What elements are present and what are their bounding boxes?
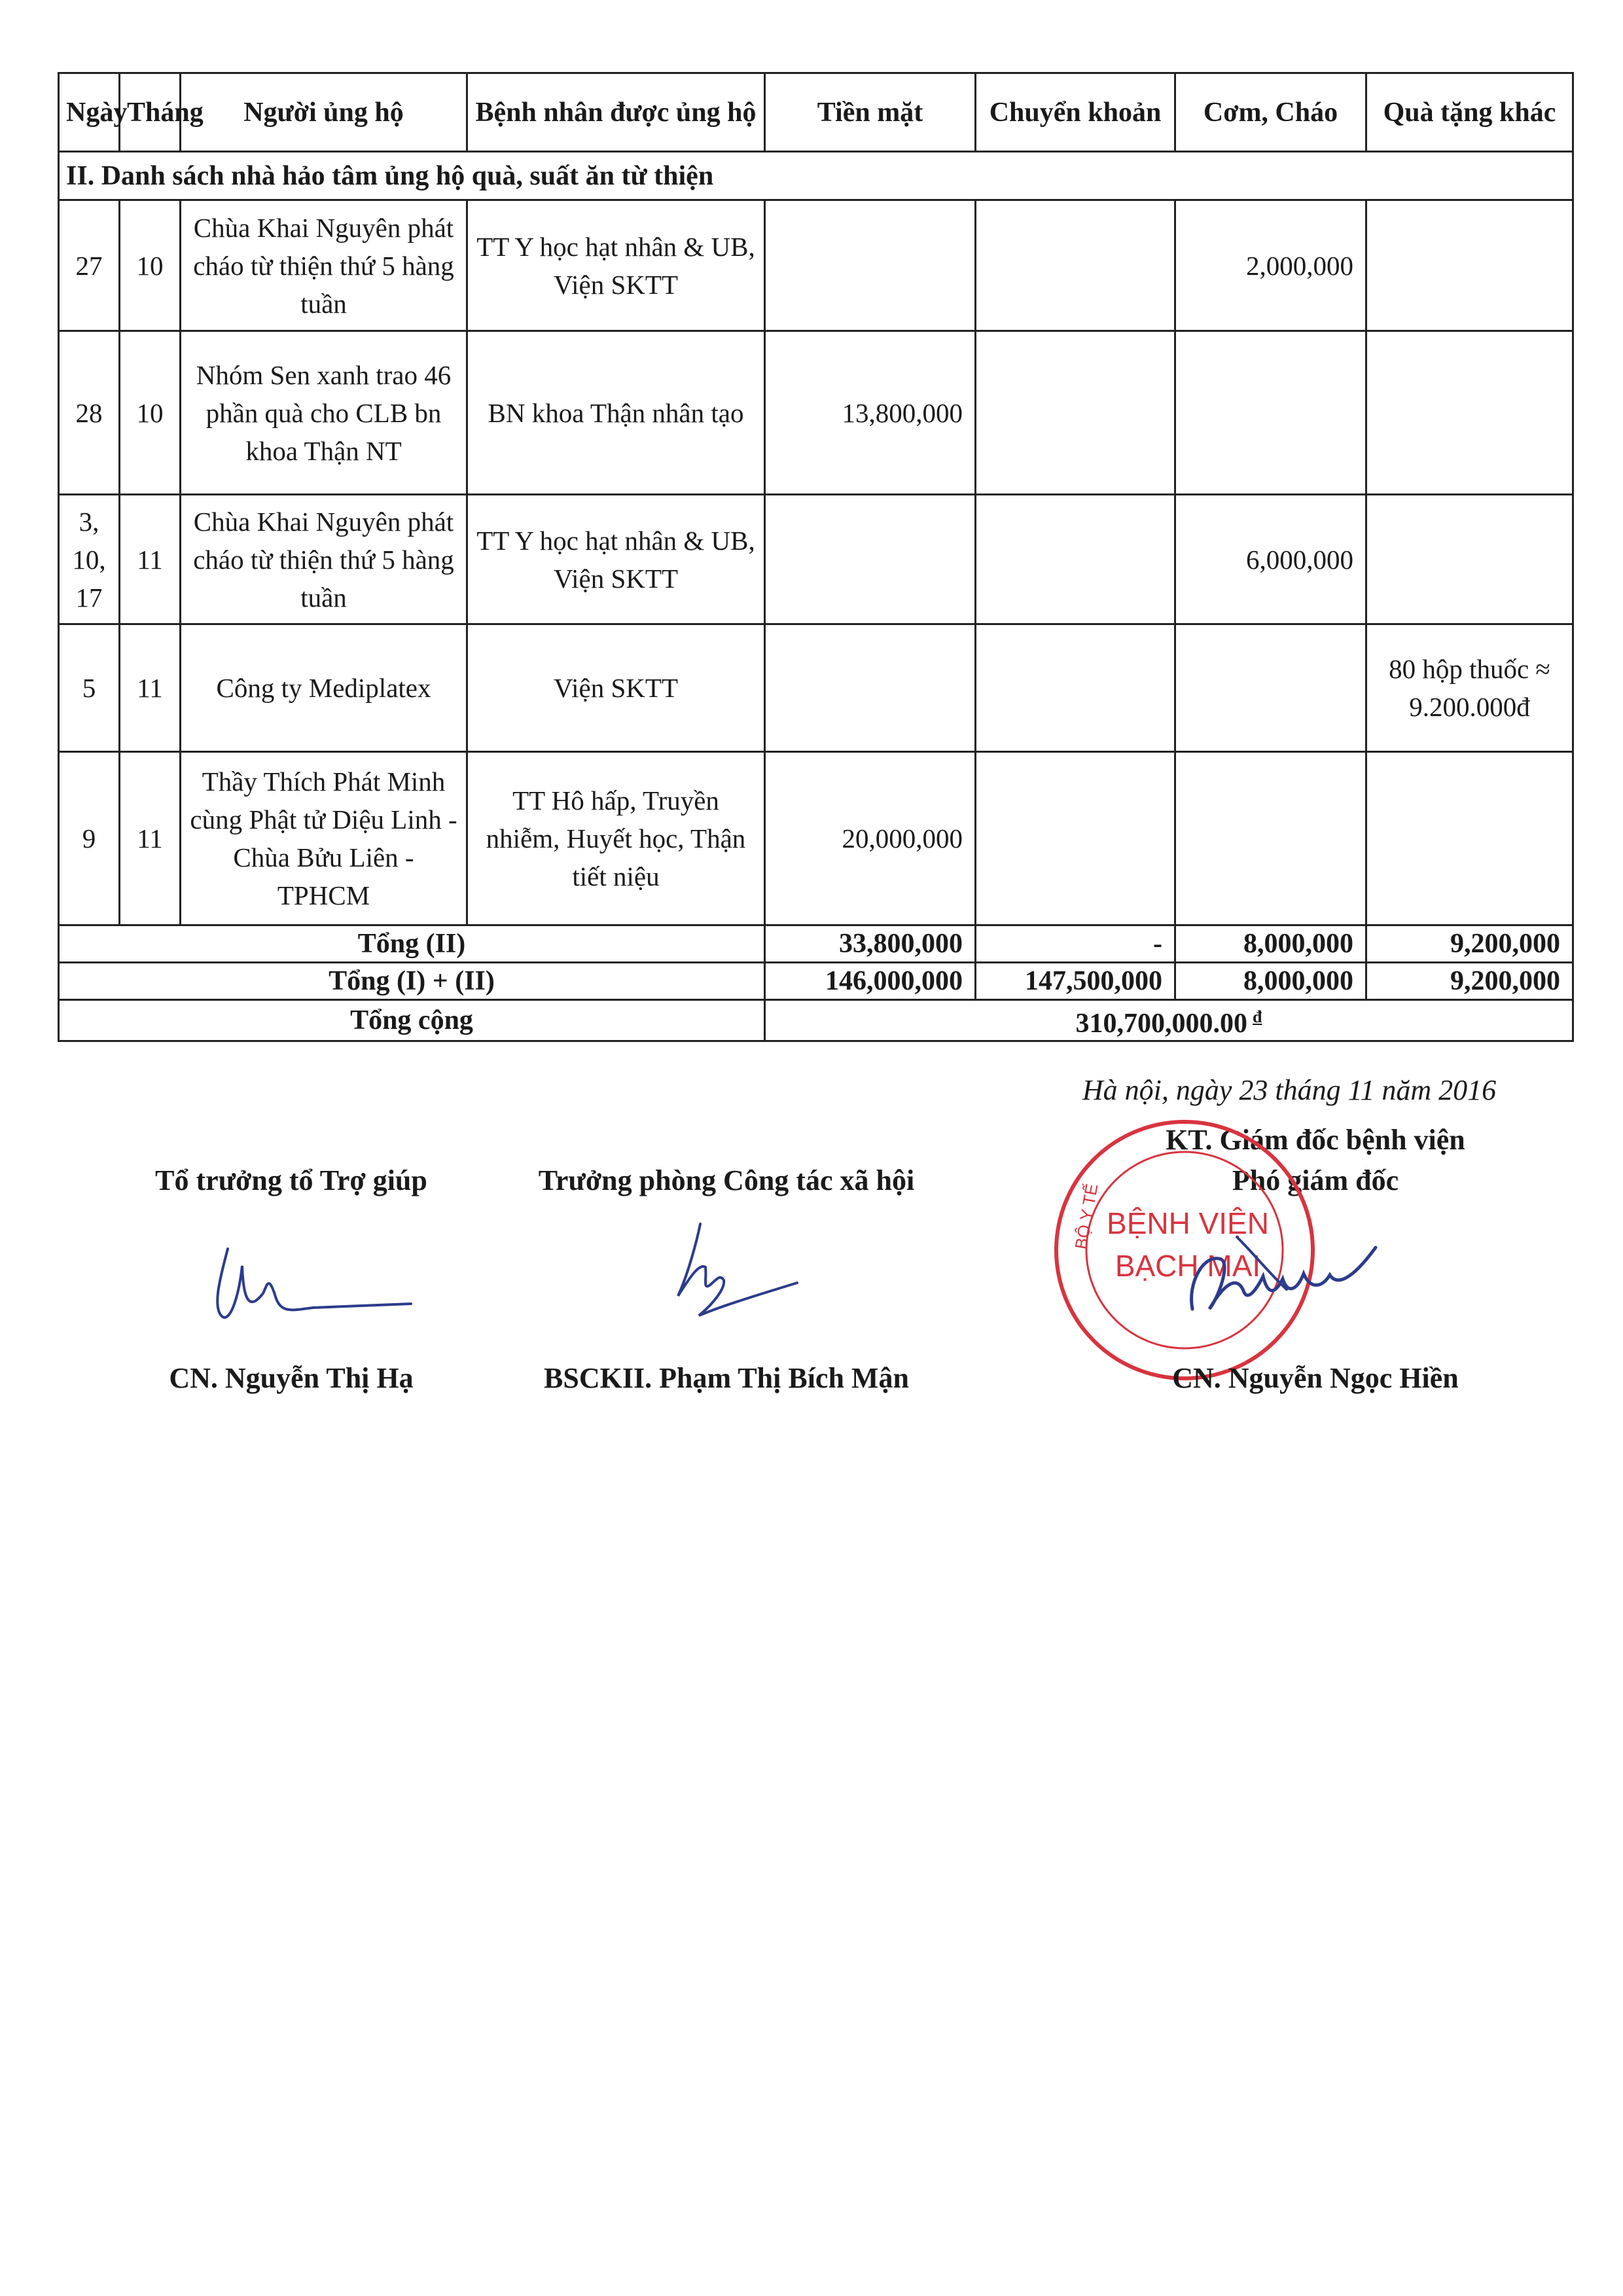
col-header-meals: Cơm, Cháo [1175,73,1366,152]
table-row [59,331,1573,495]
cell-day: 27 [59,200,120,331]
cell-day: 3, 10, 17 [59,495,120,624]
cell-donor: Chùa Khai Nguyên phát cháo từ thiện thứ 5 hàng tuần [181,200,467,331]
total-i-ii-label: Tổng (I) + (II) [59,963,765,1000]
cell-recipient: TT Hô hấp, Truyền nhiễm, Huyết học, Thận tiết niệu [467,752,765,925]
signer-3-title-line2: Phó giám đốc [1232,1164,1399,1196]
stamp-bottom-text: BẠCH MAI [1115,1249,1261,1283]
cell-month: 10 [120,200,181,331]
cell-recipient: BN khoa Thận nhân tạo [467,331,765,495]
total-i-ii-transfer: 147,500,000 [976,963,1175,1000]
cell-other [1366,495,1573,624]
cell-other [1366,200,1573,331]
col-header-recipient: Bệnh nhân được ủng hộ [467,73,765,152]
total-i-ii-cash: 146,000,000 [765,963,976,1000]
total-ii-meals: 8,000,000 [1175,925,1366,963]
cell-recipient: TT Y học hạt nhân & UB, Viện SKTT [467,495,765,624]
signature-1 [203,1230,419,1335]
total-ii-cash: 33,800,000 [765,925,976,963]
grand-total-cell [765,1000,1573,1041]
table-row [59,752,1573,925]
total-ii-other: 9,200,000 [1366,925,1573,963]
signature-3 [1158,1211,1400,1355]
cell-meals [1175,331,1366,495]
signer-3-title-line1: KT. Giám đốc bệnh viện [1166,1124,1465,1156]
cell-month: 11 [120,495,181,624]
cell-recipient: Viện SKTT [467,624,765,752]
table-row [59,200,1573,331]
total-ii-label: Tổng (II) [59,925,765,963]
total-i-ii-other: 9,200,000 [1366,963,1573,1000]
cell-transfer [976,331,1175,495]
cell-donor: Công ty Mediplatex [181,624,467,752]
stamp-ring-text: BỘ Y TẾ [1071,1182,1102,1251]
cell-transfer [976,752,1175,925]
cell-other: 80 hộp thuốc ≈ 9.200.000đ [1366,624,1573,752]
signature-2 [661,1217,812,1335]
cell-transfer [976,624,1175,752]
cell-day: 9 [59,752,120,925]
grand-total-label: Tổng cộng [59,1000,765,1041]
donation-table [58,72,1574,1042]
cell-meals: 2,000,000 [1175,200,1366,331]
cell-other [1366,331,1573,495]
signer-1-title: Tổ trưởng tổ Trợ giúp [155,1164,427,1196]
total-ii-row [59,925,1573,963]
cell-other [1366,752,1573,925]
table-header-row [59,73,1573,152]
col-header-cash: Tiền mặt [765,73,976,152]
cell-donor: Nhóm Sen xanh trao 46 phần quà cho CLB bn khoa Thận NT [181,331,467,495]
signer-2-title: Trưởng phòng Công tác xã hội [538,1164,915,1196]
col-header-month: Tháng [120,73,181,152]
cell-meals: 6,000,000 [1175,495,1366,624]
grand-total-row [59,1000,1573,1041]
section-title: II. Danh sách nhà hảo tâm ủng hộ quà, suất ăn từ thiện [59,152,1573,200]
cell-cash: 20,000,000 [765,752,976,925]
cell-month: 11 [120,624,181,752]
cell-day: 5 [59,624,120,752]
section-row [59,152,1573,200]
signer-3-name: CN. Nguyễn Ngọc Hiền [1172,1362,1459,1394]
grand-total-unit: đ [1253,1007,1262,1026]
table-row [59,624,1573,752]
col-header-transfer: Chuyển khoản [976,73,1175,152]
cell-meals [1175,624,1366,752]
col-header-donor: Người ủng hộ [181,73,467,152]
total-ii-transfer: - [976,925,1175,963]
table-row [59,495,1573,624]
cell-donor: Thầy Thích Phát Minh cùng Phật tử Diệu Linh - Chùa Bửu Liên - TPHCM [181,752,467,925]
cell-cash [765,624,976,752]
cell-meals [1175,752,1366,925]
col-header-day: Ngày [59,73,120,152]
cell-transfer [976,200,1175,331]
cell-month: 11 [120,752,181,925]
total-i-ii-meals: 8,000,000 [1175,963,1366,1000]
cell-transfer [976,495,1175,624]
stamp-top-text: BỆNH VIỆN [1107,1206,1269,1240]
cell-cash [765,495,976,624]
col-header-other-gifts: Quà tặng khác [1366,73,1573,152]
cell-cash: 13,800,000 [765,331,976,495]
total-i-ii-row [59,963,1573,1000]
cell-recipient: TT Y học hạt nhân & UB, Viện SKTT [467,200,765,331]
cell-donor: Chùa Khai Nguyên phát cháo từ thiện thứ 5 hàng tuần [181,495,467,624]
grand-total-value: 310,700,000.00 [1075,1009,1248,1039]
cell-month: 10 [120,331,181,495]
cell-cash [765,200,976,331]
cell-day: 28 [59,331,120,495]
document-date: Hà nội, ngày 23 tháng 11 năm 2016 [1082,1074,1497,1106]
signer-2-name: BSCKII. Phạm Thị Bích Mận [544,1362,909,1394]
signer-1-name: CN. Nguyễn Thị Hạ [169,1362,414,1394]
